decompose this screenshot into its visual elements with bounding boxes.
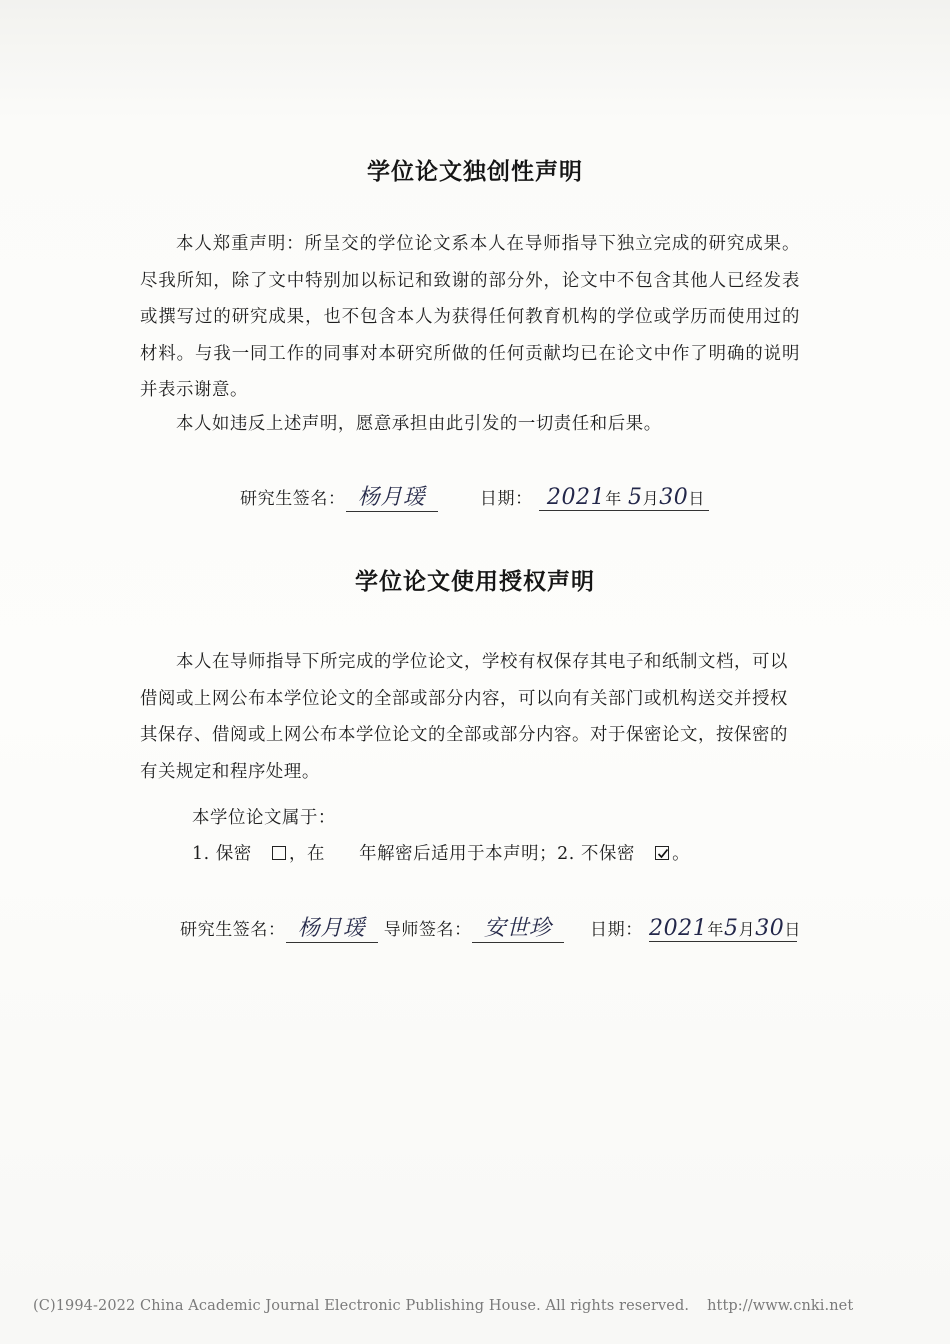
date-year-2: 2021 <box>648 916 708 941</box>
copyright-text: (C)1994-2022 China Academic Journal Electronic Publishing House. All rights reserved. <box>33 1298 690 1314</box>
authorization-declaration-title: 学位论文使用授权声明 <box>355 569 595 595</box>
authorization-declaration-body: 本人在导师指导下所完成的学位论文，学校有权保存其电子和纸制文档，可以借阅或上网公布本学位论文的全部或部分内容，可以向有关部门或机构送交并授权其保存、借阅或上网公布本学位论文的全部或部分内容。对于保密论文，按保密的有关规定和程序处理。 <box>140 652 788 782</box>
option-confidential-label: 1. 保密 <box>192 844 252 864</box>
student-signature-2: 杨月瑗 <box>286 911 378 943</box>
check-icon <box>656 847 670 861</box>
signature-date <box>539 485 709 511</box>
confidential-checkbox[interactable] <box>272 846 286 860</box>
date-label: 日期： <box>479 489 533 509</box>
cnki-url[interactable]: http://www.cnki.net <box>707 1298 854 1314</box>
date-day-unit-2: 日 <box>784 920 802 939</box>
originality-signature-row <box>240 480 709 512</box>
originality-declaration-liability: 本人如违反上述声明，愿意承担由此引发的一切责任和后果。 <box>176 414 662 434</box>
option-confidential-tail: 年解密后适用于本声明；2. 不保密 <box>359 844 635 864</box>
date-month: 5 <box>627 485 643 510</box>
signature-date-2 <box>648 916 802 942</box>
option-non-confidential-end: 。 <box>672 844 691 864</box>
date-year-unit: 年 <box>605 489 622 508</box>
date-month-unit-2: 月 <box>738 920 756 939</box>
copyright-footer <box>33 1298 853 1314</box>
date-month-unit: 月 <box>642 489 660 508</box>
originality-declaration-body: 本人郑重声明：所呈交的学位论文系本人在导师指导下独立完成的研究成果。尽我所知，除了文中特别加以标记和致谢的部分外，论文中不包含其他人已经发表或撰写过的研究成果，也不包含本人为获得任何教育机构的学位或学历而使用过的材料。与我一同工作的同事对本研究所做的任何贡献均已在论文中作了明确的说明并表示谢意。 <box>140 234 800 400</box>
student-signature: 杨月瑗 <box>346 480 438 512</box>
student-signature-label-2: 研究生签名： <box>180 920 286 940</box>
option-confidential-after: ，在 <box>289 844 326 864</box>
non-confidential-checkbox[interactable] <box>655 846 669 860</box>
advisor-signature: 安世珍 <box>472 911 564 943</box>
date-month-2: 5 <box>723 916 739 941</box>
date-label-2: 日期： <box>590 920 643 940</box>
date-year-unit-2: 年 <box>707 920 724 939</box>
originality-declaration-title: 学位论文独创性声明 <box>367 159 583 185</box>
date-day-unit: 日 <box>688 489 706 508</box>
thesis-category-label: 本学位论文属于： <box>192 808 336 828</box>
authorization-signature-row <box>180 911 802 943</box>
date-year: 2021 <box>546 485 606 510</box>
date-day-2: 30 <box>755 916 785 941</box>
advisor-signature-label: 导师签名： <box>383 920 472 940</box>
date-day: 30 <box>659 485 689 510</box>
confidentiality-options <box>192 839 690 864</box>
student-signature-label: 研究生签名： <box>240 489 346 509</box>
